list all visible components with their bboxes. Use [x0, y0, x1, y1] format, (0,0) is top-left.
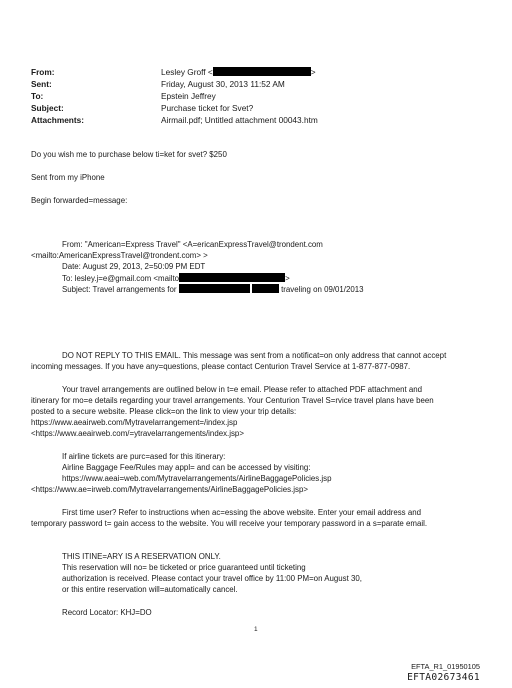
subject-value: Purchase ticket for Svet?	[161, 103, 254, 113]
body-p3-line1: If airline tickets are purc=ased for this itinerary:	[62, 452, 226, 461]
fwd-to-prefix: To: lesley.j=e@gmail.com <mailto	[62, 274, 180, 283]
fwd-date-line: Date: August 29, 2013, 2=50:09 PM EDT	[62, 262, 206, 271]
redaction-bar	[179, 273, 285, 282]
from-tail: >	[310, 67, 316, 77]
fwd-to-suffix: >	[285, 274, 290, 283]
attachments-label: Attachments:	[31, 115, 85, 125]
body-p5-line1: THIS ITINE=ARY IS A RESERVATION ONLY.	[62, 552, 221, 561]
body-p3-line2: Airline Baggage Fee/Rules may appl= and can be accessed by visiting:	[62, 463, 311, 472]
to-label: To:	[31, 91, 44, 101]
body-p2-line2: itinerary for mo=e details regarding your travel arrangements. Your Centurion Travel S=rvice travel plans have been	[31, 396, 434, 405]
attachments-value: Airmail.pdf; Untitled attachment 00043.htm	[161, 115, 318, 125]
bates-number-large: EFTA02673461	[407, 672, 480, 683]
fwd-mailto-line: <mailto:AmericanExpressTravel@trondent.com> >	[31, 251, 208, 260]
redaction-bar	[252, 284, 279, 293]
forwarded-line: Begin forwarded=message:	[31, 196, 128, 205]
body-p1-line2: incoming messages. If you have any=questions, please contact Centurion Travel Service at 1-877-877-0987.	[31, 362, 411, 371]
fwd-to-line	[62, 273, 290, 284]
from-label: From:	[31, 67, 55, 77]
body-p4-line2: temporary password t= gain access to the website. You will receive your temporary password in a s=parate email.	[31, 519, 428, 528]
fwd-subject-suffix: traveling on 09/01/2013	[281, 285, 364, 294]
fwd-subject-prefix: Subject: Travel arrangements for	[62, 285, 177, 294]
body-p5-line3: authorization is received. Please contact your travel office by 11:00 PM=on August 30,	[62, 574, 362, 583]
from-name: Lesley Groff <	[161, 67, 213, 77]
fwd-subject-line	[62, 284, 364, 295]
bates-number-small: EFTA_R1_01950105	[411, 662, 480, 671]
from-value	[161, 67, 316, 78]
body-p4-line1: First time user? Refer to instructions when ac=essing the above website. Enter your email address and	[62, 508, 421, 517]
subject-label: Subject:	[31, 103, 64, 113]
to-value: Epstein Jeffrey	[161, 91, 216, 101]
fwd-from-line: From: "American=Express Travel" <A=ericanExpressTravel@trondent.com	[62, 240, 323, 249]
question-line: Do you wish me to purchase below ti=ket for svet? $250	[31, 150, 227, 159]
sent-from-line: Sent from my iPhone	[31, 173, 105, 182]
body-p3-link1: https://www.aeai=web.com/Mytravelarrangements/AirlineBaggagePolicies.jsp	[62, 474, 332, 483]
sent-label: Sent:	[31, 79, 52, 89]
page-number: 1	[254, 626, 258, 633]
body-p1-line1: DO NOT REPLY TO THIS EMAIL. This message was sent from a notificat=on only address that cannot accept	[62, 351, 447, 360]
body-p2-link2: <https://www.aeairweb.com/=ytravelarrangements/index.jsp>	[31, 429, 244, 438]
sent-value: Friday, August 30, 2013 11:52 AM	[161, 79, 285, 89]
body-p5-line2: This reservation will no= be ticketed or price guaranteed until ticketing	[62, 563, 306, 572]
body-p2-line3: posted to a secure website. Please click=on the link to view your trip details:	[31, 407, 297, 416]
body-p2-link1: https://www.aeairweb.com/Mytravelarrangement=/index.jsp	[31, 418, 238, 427]
body-p2-line1: Your travel arrangements are outlined below in t=e email. Please refer to attached PDF attachment and	[62, 385, 423, 394]
redaction-bar	[213, 67, 311, 76]
body-p5-line4: or this entire reservation will=automatically cancel.	[62, 585, 238, 594]
redaction-bar	[179, 284, 250, 293]
body-p3-link2: <https://www.ae=irweb.com/Mytravelarrangements/AirlineBaggagePolicies.jsp>	[31, 485, 308, 494]
record-locator: Record Locator: KHJ=DO	[62, 608, 152, 617]
